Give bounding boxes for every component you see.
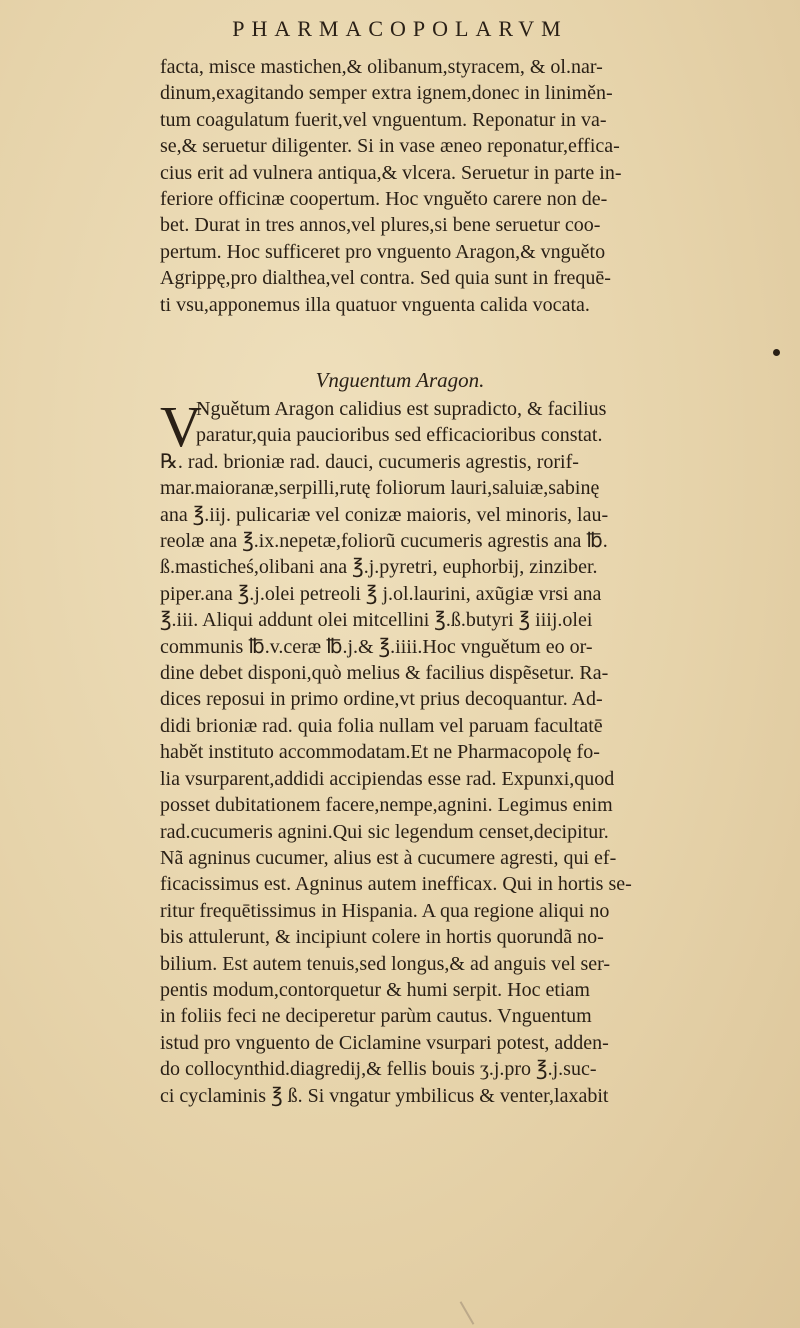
text-line: bilium. Est autem tenuis,sed longus,& ad anguis vel ser- (160, 952, 611, 975)
text-line: ß.masticheś,olibani ana ℥.j.pyretri, euphorbij, zinziber. (160, 556, 598, 579)
paragraph-2 (160, 396, 790, 1109)
text-line: se,& seruetur diligenter. Si in vase æneo reponatur,effica- (160, 135, 620, 158)
text-line: in foliis feci ne deciperetur parùm cautus. Vnguentum (160, 1005, 592, 1028)
text-line: do collocynthid.diagredij,& fellis bouis ʒ.j.pro ℥.j.suc- (160, 1058, 597, 1081)
text-line: cius erit ad vulnera antiqua,& vlcera. Seruetur in parte in- (160, 161, 622, 184)
text-line: ritur frequētissimus in Hispania. A qua regione aliqui no (160, 899, 610, 922)
text-line: habět instituto accommodatam.Et ne Pharmacopolę fo- (160, 741, 600, 764)
section-title: Vnguentum Aragon. (315, 368, 485, 392)
text-line: Nã agninus cucumer, alius est à cucumere agresti, qui ef- (160, 846, 617, 869)
text-line: dinum,exagitando semper extra ignem,donec in liniměn- (160, 82, 613, 105)
text-line: pertum. Hoc sufficeret pro vnguento Aragon,& vnguěto (160, 240, 606, 263)
drop-cap: V (160, 394, 202, 459)
text-line: ti vsu,apponemus illa quatuor vnguenta calida vocata. (160, 293, 590, 316)
text-line: communis ℔.v.ceræ ℔.j.& ℥.iiii.Hoc vnguětum eo or- (160, 635, 593, 658)
text-line: reolæ ana ℥.ix.nepetæ,foliorũ cucumeris agrestis ana ℔. (160, 530, 608, 553)
ink-dot (773, 349, 780, 356)
text-line: didi brioniæ rad. quia folia nullam vel paruam facultatē (160, 714, 603, 737)
text-line: ci cyclaminis ℥ ß. Si vngatur ymbilicus & venter,laxabit (160, 1084, 609, 1107)
paragraph-1 (160, 54, 790, 318)
text-line: ℥.iii. Aliqui addunt olei mitcellini ℥.ß.butyri ℥ iiij.olei (160, 609, 593, 632)
text-line: bet. Durat in tres annos,vel plures,si bene seruetur coo- (160, 214, 601, 237)
text-line: paratur,quia paucioribus sed efficacioribus constat. (196, 424, 603, 447)
text-line: istud pro vnguento de Ciclamine vsurpari potest, adden- (160, 1031, 609, 1054)
text-line: Agrippę,pro dialthea,vel contra. Sed quia sunt in frequē- (160, 267, 611, 290)
text-line: tum coagulatum fuerit,vel vnguentum. Reponatur in va- (160, 108, 607, 131)
running-head: PHARMACOPOLARVM (232, 16, 568, 41)
text-line: feriore officinæ coopertum. Hoc vnguěto carere non de- (160, 188, 608, 211)
text-line: dine debet disponi,quò melius & facilius dispẽsetur. Ra- (160, 662, 609, 685)
text-line: pentis modum,contorquetur & humi serpit. Hoc etiam (160, 978, 590, 1001)
text-line: rad.cucumeris agnini.Qui sic legendum censet,decipitur. (160, 820, 609, 843)
text-line: Nguětum Aragon calidius est supradicto, & facilius (196, 398, 607, 420)
text-line: piper.ana ℥.j.olei petreoli ℥ j.ol.laurini, axũgiæ vrsi ana (160, 582, 602, 605)
text-line: dices reposui in primo ordine,vt prius decoquantur. Ad- (160, 688, 603, 711)
text-line: lia vsurparent,addidi accipiendas esse rad. Expunxi,quod (160, 767, 615, 790)
text-line: bis attulerunt, & incipiunt colere in hortis quorundã no- (160, 926, 604, 949)
text-line: facta, misce mastichen,& olibanum,styracem, & ol.nar- (160, 56, 603, 78)
text-line: ℞. rad. brioniæ rad. dauci, cucumeris agrestis, rorif- (160, 450, 579, 473)
text-line: posset dubitationem facere,nempe,agnini. Legimus enim (160, 794, 613, 817)
text-line: ficacissimus est. Agninus autem inefficax. Qui in hortis se- (160, 873, 632, 896)
pencil-mark (460, 1301, 475, 1325)
text-line: mar.maioranæ,serpilli,rutę foliorum lauri,saluiæ,sabinę (160, 477, 600, 500)
text-line: ana ℥.iij. pulicariæ vel conizæ maioris, vel minoris, lau- (160, 503, 609, 526)
